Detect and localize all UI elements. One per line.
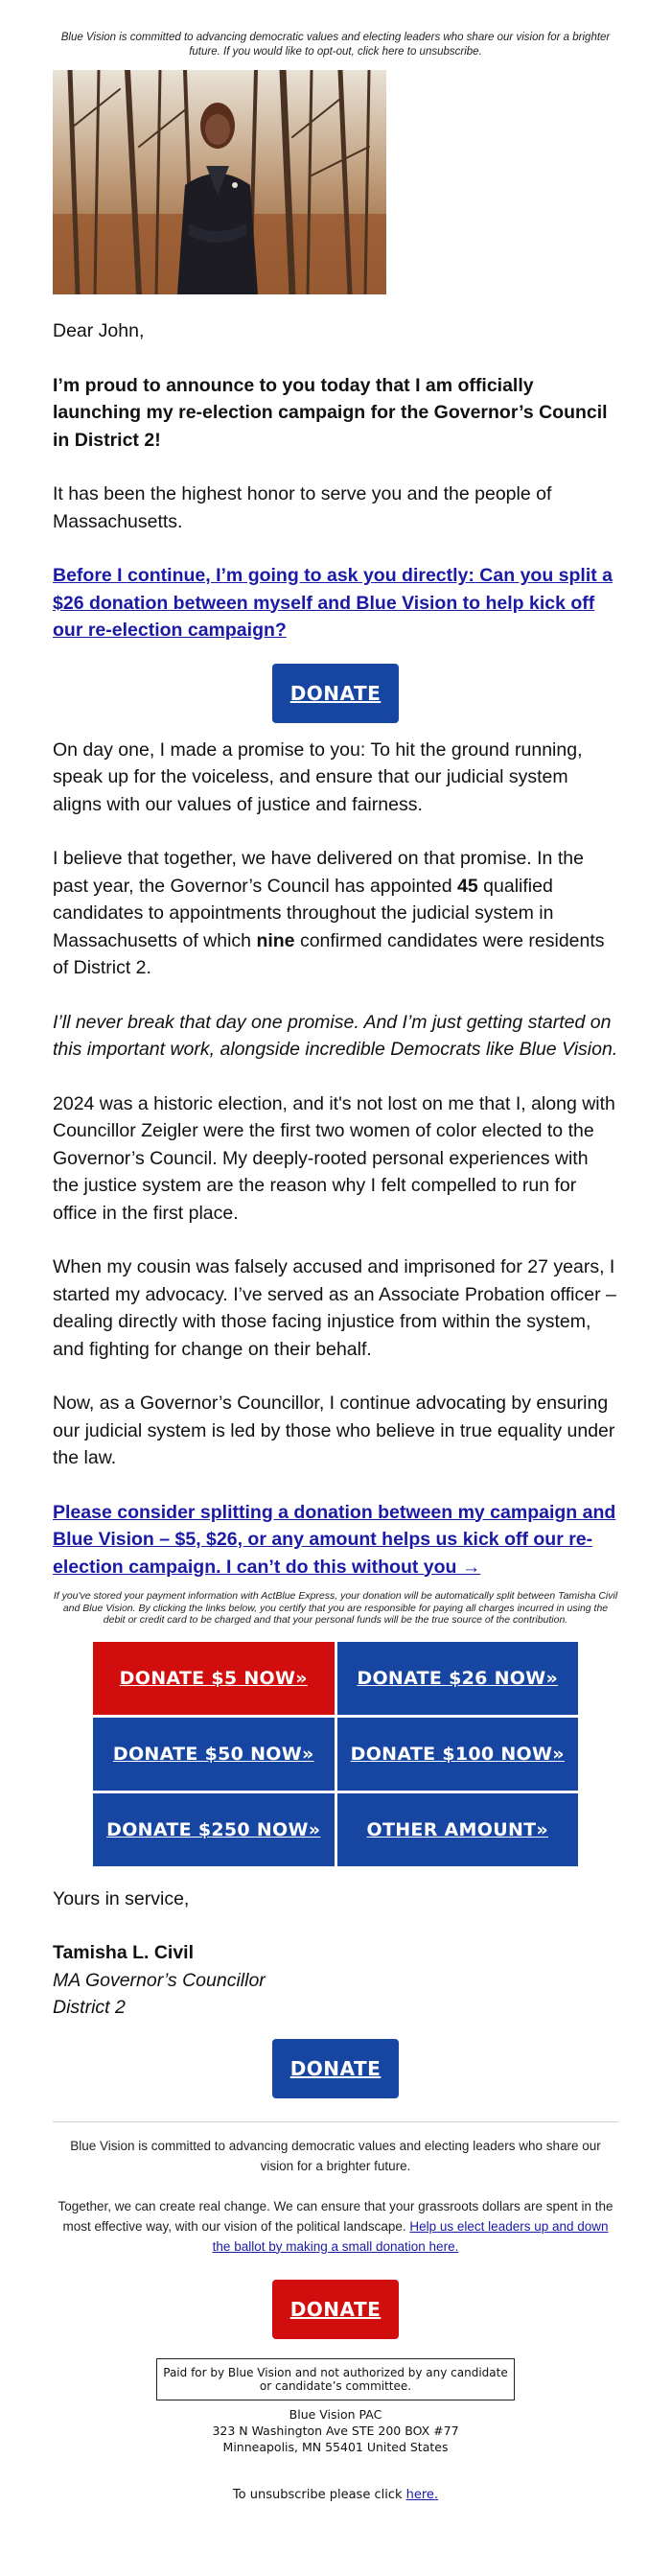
donate-button-top[interactable]: DONATE: [272, 664, 399, 723]
footer-together-text: Together, we can create real change. We can ensure that your grassroots dollars are spent in the most effective way, with our vision of the political landscape.: [58, 2198, 613, 2234]
footer-together: [53, 2196, 618, 2257]
candidate-photo-graphic: [53, 70, 386, 294]
footer-divider: [53, 2121, 618, 2122]
donate-button-row-bottom: [53, 2039, 618, 2098]
org-address-line1: 323 N Washington Ave STE 200 BOX #77: [212, 2423, 459, 2438]
donate-26-button[interactable]: DONATE $26 NOW»: [337, 1642, 579, 1715]
donate-amount-grid: [93, 1642, 578, 1866]
unsubscribe-footer: [53, 2488, 618, 2502]
district2-count: nine: [256, 929, 295, 951]
ask-paragraph: [53, 562, 618, 644]
delivered-paragraph: [53, 845, 618, 982]
salutation: Dear John,: [53, 320, 145, 341]
org-name: Blue Vision PAC: [289, 2406, 382, 2422]
donate-100-button[interactable]: DONATE $100 NOW»: [337, 1718, 579, 1791]
header-optout-note[interactable]: [53, 12, 618, 59]
org-address-line2: Minneapolis, MN 55401 United States: [222, 2439, 449, 2454]
honor-paragraph: It has been the highest honor to serve you and the people of Massachusetts.: [53, 483, 552, 532]
delivered-text-c: confirmed candidates were residents of District 2.: [53, 929, 605, 978]
split-26-donation-link[interactable]: Before I continue, I’m going to ask you directly: Can you split a $26 donation between myself and Blue Vision to help kick off our re-election campaign?: [53, 565, 613, 641]
delivered-text-b: qualified candidates to appointments throughout the judicial system in Massachusetts of which: [53, 875, 554, 951]
announcement-paragraph: I’m proud to announce to you today that I am officially launching my re-election campaign for the Governor’s Council in District 2!: [53, 374, 608, 451]
footer-donate-row: [53, 2280, 618, 2339]
footer-donate-link[interactable]: Help us elect leaders up and down the ballot by making a small donation here.: [212, 2218, 609, 2254]
actblue-fine-print: If you've stored your payment information with ActBlue Express, your donation will be automatically split between Tamisha Civil and Blue Vision. By clicking the links below, you certify that you are responsible for paying all charges incurred in using the debit or credit card to be charged and that your personal funds will be the true source of the contribution.: [53, 1590, 618, 1626]
unsubscribe-text: To unsubscribe please click: [232, 2487, 406, 2502]
candidate-photo: [53, 70, 386, 294]
donate-button-footer[interactable]: DONATE: [272, 2280, 399, 2339]
closing: Yours in service,: [53, 1887, 190, 1909]
unsubscribe-header-link[interactable]: Blue Vision is committed to advancing democratic values and electing leaders who share our vision for a brighter future. If you would like to opt-out, click here to unsubscribe.: [60, 31, 611, 58]
donate-250-button[interactable]: DONATE $250 NOW»: [93, 1793, 335, 1866]
donate-button-signoff[interactable]: DONATE: [272, 2039, 399, 2098]
cousin-paragraph: When my cousin was falsely accused and imprisoned for 27 years, I started my advocacy. I’ve served as an Associate Probation officer – dealing directly with those facing injustice from within the system, and fighting for change on their behalf.: [53, 1256, 616, 1360]
signer-district: District 2: [53, 1997, 126, 2018]
promise-paragraph: On day one, I made a promise to you: To hit the ground running, speak up for the voiceless, and ensure that our judicial system aligns with our values of justice and fairness.: [53, 738, 583, 815]
signer-name: Tamisha L. Civil: [53, 1942, 195, 1963]
promise-italic-paragraph: I’ll never break that day one promise. And I’m just getting started on this important work, alongside incredible Democrats like Blue Vision.: [53, 1011, 618, 1060]
paid-for-disclaimer: Paid for by Blue Vision and not authorized by any candidate or candidate’s committee.: [156, 2358, 515, 2400]
footer-mission: Blue Vision is committed to advancing democratic values and electing leaders who share our vision for a brighter future.: [70, 2138, 601, 2173]
split-paragraph: [53, 1499, 618, 1581]
other-amount-button[interactable]: OTHER AMOUNT»: [337, 1793, 579, 1866]
signer-title: MA Governor’s Councillor: [53, 1969, 266, 1991]
councillor-paragraph: Now, as a Governor’s Councillor, I continue advocating by ensuring our judicial system is led by those who believe in true equality under the law.: [53, 1393, 615, 1468]
unsubscribe-link[interactable]: here.: [405, 2487, 439, 2502]
donate-button-row: [53, 664, 618, 723]
donate-5-button[interactable]: DONATE $5 NOW»: [93, 1642, 335, 1715]
email-body: [53, 12, 618, 2502]
donate-50-button[interactable]: DONATE $50 NOW»: [93, 1718, 335, 1791]
appointed-count: 45: [457, 875, 478, 897]
history-paragraph: 2024 was a historic election, and it's not lost on me that I, along with Councillor Zeigler were the first two women of color elected to the Governor’s Council. My deeply-rooted personal experiences with the justice system are the reason why I felt compelled to run for office in the first place.: [53, 1092, 615, 1224]
split-donation-link[interactable]: Please consider splitting a donation between my campaign and Blue Vision – $5, $26, or any amount helps us kick off our re-election campaign. I can’t do this without you →: [53, 1501, 616, 1578]
delivered-text-a: I believe that together, we have delivered on that promise. In the past year, the Governor’s Council has appointed: [53, 848, 584, 897]
